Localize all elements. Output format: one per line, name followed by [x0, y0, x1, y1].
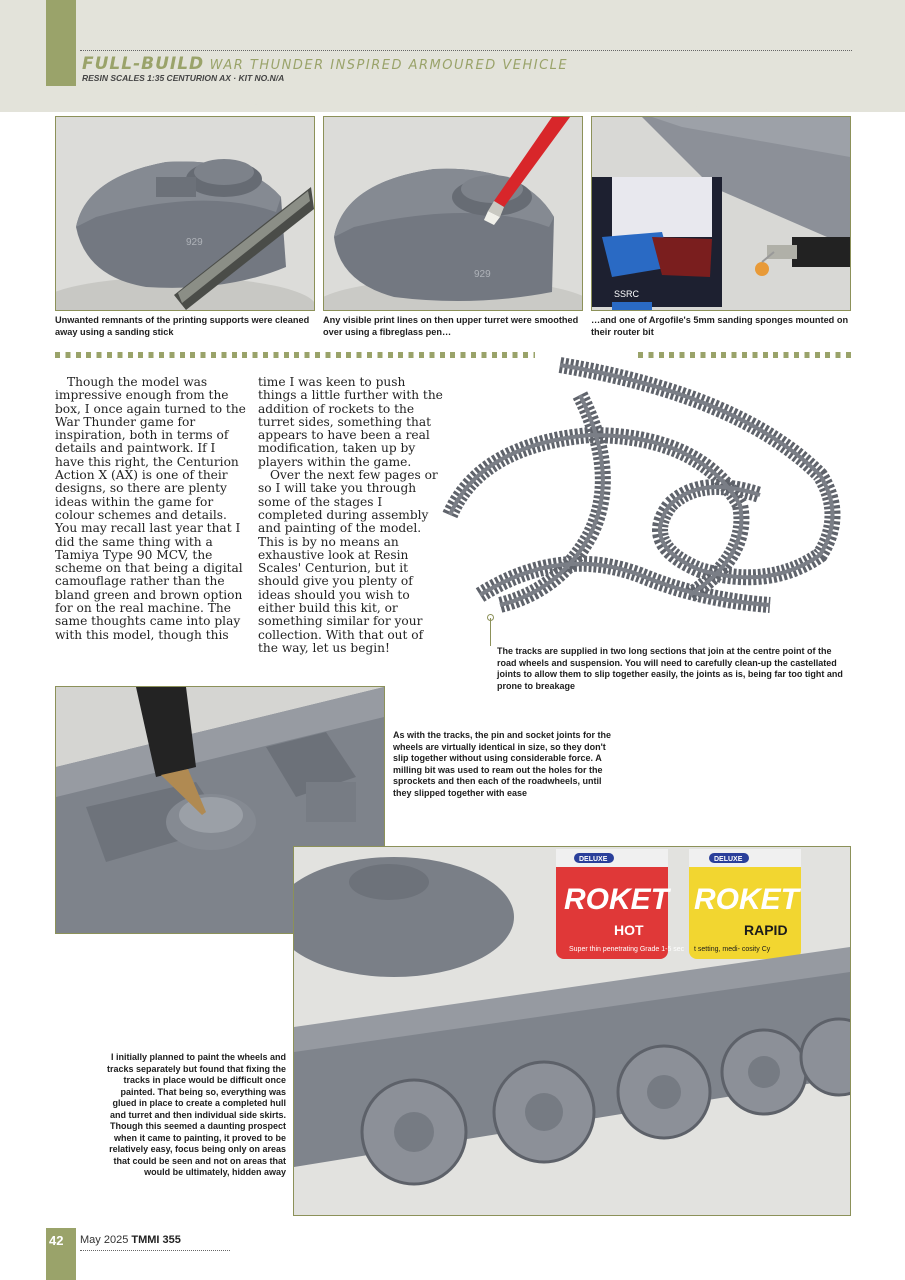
- footer-rule: [80, 1250, 230, 1251]
- glue1-name: ROKET: [564, 883, 669, 916]
- glue2-brand: DELUXE: [714, 856, 743, 863]
- sponge-brand: SSRC: [614, 289, 640, 299]
- tracks-photo: [440, 355, 852, 615]
- issue-date: May 2025: [80, 1234, 129, 1246]
- turret-number: 929: [186, 237, 203, 248]
- photo-sanding-stick: [55, 116, 315, 311]
- caption-milling-bit: As with the tracks, the pin and socket joints for the wheels are virtually identical in size, so they don't slip together without using considerable force. A milling bit was used to ream out the holes for the sprockets and then each of the roadwheels, until they slipped together with ease: [393, 730, 612, 798]
- section-title: [82, 54, 568, 74]
- turret-pen-illustration: [324, 117, 582, 310]
- photo-completed-hull: [293, 846, 851, 1216]
- glue2-type: RAPID: [744, 922, 788, 938]
- glue2-detail: t setting, medi- cosity Cy: [694, 946, 771, 953]
- sponge-illustration: [592, 117, 850, 310]
- header-rule: [80, 50, 852, 51]
- page-number: 42: [49, 1233, 64, 1248]
- body-paragraph-3: Over the next few pages or so I will take you through some of the stages I completed during assembly and painting of the model. This is by no means an exhaustive look at Resin Scales' Centurion, but it should give you plenty of ideas should you wish to either build this kit, or something similar for your collection. With that out of the way, let us begin!: [258, 468, 438, 655]
- hull-glue-illustration: [294, 847, 850, 1215]
- glue1-type: HOT: [614, 922, 644, 938]
- caption-completed-hull: I initially planned to paint the wheels and tracks separately but found that fixing the tracks in place would be difficult once painted. That being so, everything was glued in place to create a completed hull and turret and then individual side skirts. Though this seemed a daunting prospect when it came to painting, it proved to be relatively easy, focus being only on areas that could be seen and not on areas that would be ultimately, hidden away: [106, 1052, 286, 1177]
- photo-sanding-sponge: [591, 116, 851, 311]
- turret-number-2: 929: [474, 269, 491, 280]
- caption-tracks: The tracks are supplied in two long sections that join at the centre point of the road wheels and suspension. You will need to carefully clean-up the castellated joints to allow them to slip together easily, the joints as is, being far too tight and prone to breakage: [497, 646, 843, 691]
- body-column-1: [55, 376, 247, 642]
- page-side-tab: [46, 0, 76, 86]
- body-paragraph-1: Though the model was impressive enough from the box, I once again turned to the War Thunder game for inspiration, both in terms of details and paintwork. If I have this right, the Centurion Action X (AX) is one of their designs, so there are plenty ideas within the game for colour schemes and details. You may recall last year that I did the same thing with a Tamiya Type 90 MCV, the scheme on that being a digital camouflage rather than the bland green and brown option for on the real machine. The same thoughts came into play with this model, though this: [55, 375, 246, 642]
- body-column-2: [258, 376, 446, 655]
- caption-sanding-sponge: …and one of Argofile's 5mm sanding sponges mounted on their router bit: [591, 315, 849, 337]
- glue1-detail: Super thin penetrating Grade 1-5 sec: [569, 946, 685, 953]
- photo-fibreglass-pen: [323, 116, 583, 311]
- issue-name: TMMI 355: [131, 1234, 181, 1246]
- caption-fibreglass-pen: Any visible print lines on then upper turret were smoothed over using a fibreglass pen…: [323, 315, 579, 337]
- glue2-name: ROKET: [694, 883, 799, 916]
- glue1-brand: DELUXE: [579, 856, 608, 863]
- kit-subtitle: RESIN SCALES 1:35 CENTURION AX · KIT NO.N/A: [82, 73, 285, 83]
- caption-pointer-line: [490, 618, 491, 646]
- turret-sanding-illustration: [56, 117, 314, 310]
- section-title-rest: WAR THUNDER INSPIRED ARMOURED VEHICLE: [209, 58, 569, 73]
- caption-sanding-stick: Unwanted remnants of the printing supports were cleaned away using a sanding stick: [55, 315, 310, 337]
- issue-line: [80, 1234, 181, 1246]
- body-paragraph-2: time I was keen to push things a little further with the addition of rockets to the turret sides, something that appears to have been a real modification, taken up by players within the game.: [258, 375, 443, 469]
- section-title-main: FULL-BUILD: [82, 54, 205, 74]
